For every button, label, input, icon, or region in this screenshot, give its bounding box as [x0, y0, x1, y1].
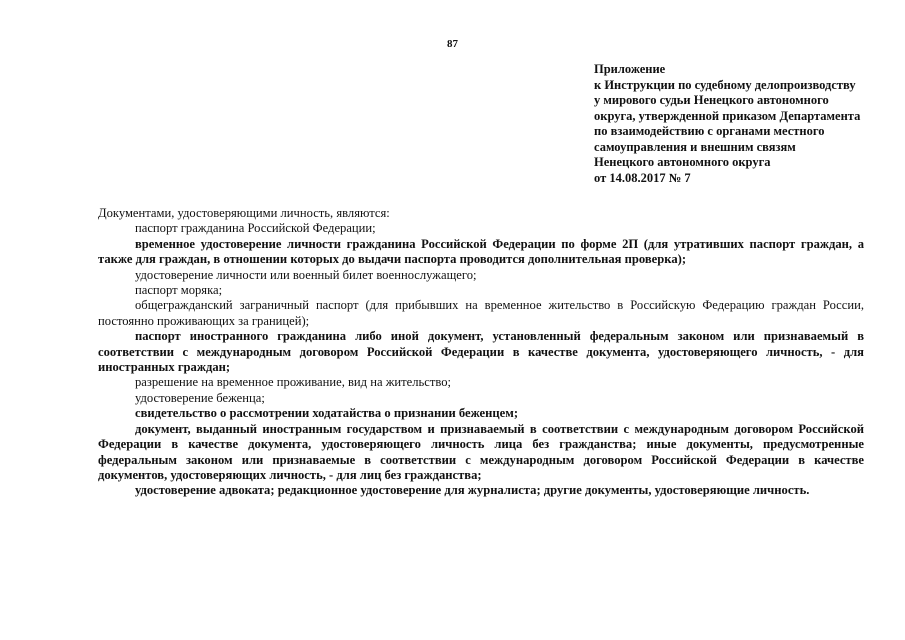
list-item: удостоверение личности или военный билет военнослужащего; [135, 267, 477, 282]
appendix-line: по взаимодействию с органами местного [594, 124, 825, 138]
list-item: временное удостоверение личности гражданина Российской Федерации по форме 2П (для утративших паспорт граждан, а также для граждан, в отношении которых до выдачи паспорта проводится дополнительная проверка); [98, 236, 864, 267]
appendix-block [594, 62, 894, 186]
appendix-line: Ненецкого автономного округа [594, 155, 771, 169]
intro-paragraph: Документами, удостоверяющими личность, являются: [98, 206, 390, 220]
list-item: удостоверение беженца; [135, 390, 265, 405]
appendix-line: у мирового судьи Ненецкого автономного [594, 93, 829, 107]
list-item: паспорт гражданина Российской Федерации; [135, 221, 376, 236]
list-item: свидетельство о рассмотрении ходатайства о признании беженцем; [135, 406, 519, 421]
list-item: общегражданский заграничный паспорт (для прибывших на временное жительство в Российскую Федерацию граждан России, постоянно проживающих за границей); [98, 298, 864, 328]
list-item: паспорт моряка; [135, 283, 223, 298]
list-item: паспорт иностранного гражданина либо иной документ, установленный федеральным законом или признаваемый в соответствии с международным договором Российской Федерации в качестве документа, удостоверяющего личность, - для иностранных граждан; [98, 329, 864, 375]
appendix-line: самоуправления и внешним связям [594, 139, 796, 154]
document-body [98, 206, 864, 499]
list-item: удостоверение адвоката; редакционное удостоверение для журналиста; другие документы, удостоверяющие личность. [135, 483, 810, 498]
appendix-date: от 14.08.2017 № 7 [594, 170, 691, 185]
appendix-line: к Инструкции по судебному делопроизводству [594, 77, 856, 92]
page-number: 87 [447, 38, 458, 50]
appendix-line: округа, утвержденной приказом Департамента [594, 108, 861, 123]
list-item: разрешение на временное проживание, вид на жительство; [135, 375, 452, 390]
appendix-title: Приложение [594, 62, 666, 76]
list-item: документ, выданный иностранным государством и признаваемый в соответствии с международным договором Российской Федерации в качестве документа, удостоверяющего личность лица без гражданства; иные документы, предусмотренные федеральным законом или признаваемые в соответствии с международным договором Российской Федерации в качестве документов, удостоверяющих личность, - для лиц без гражданства; [98, 421, 864, 482]
